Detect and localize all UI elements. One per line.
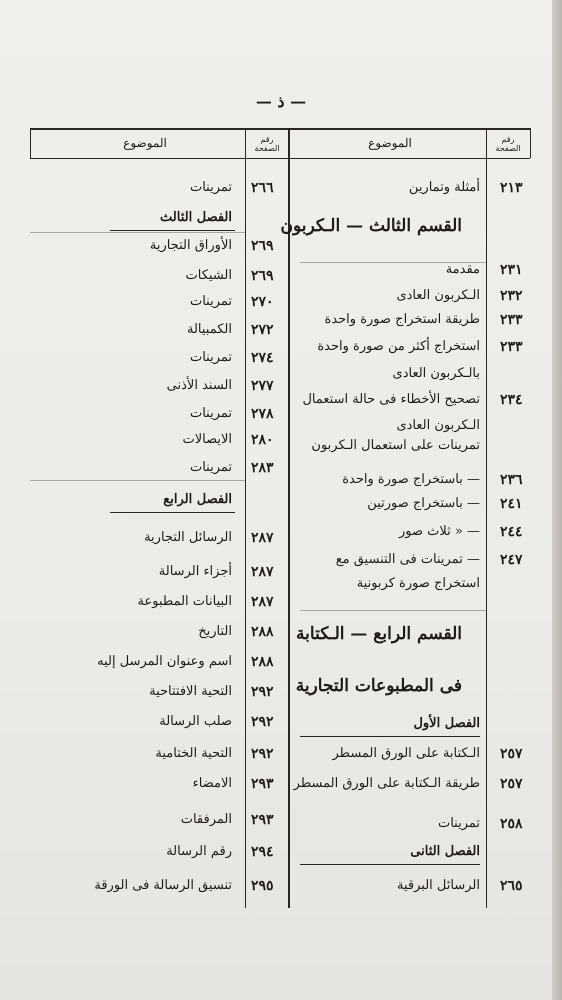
left-page-number: ٢٧٨ [251, 406, 274, 422]
left-entry-text: البيانات المطبوعة [137, 594, 232, 609]
left-page-number: ٢٨٧ [251, 594, 274, 610]
right-page-number: ٢٣٤ [500, 392, 523, 408]
right-page-number: ٢٦٥ [500, 878, 523, 894]
right-page-number: ٢٣٣ [500, 312, 523, 328]
header-topic-left: الموضوع [123, 136, 167, 150]
left-entry-text: أجزاء الرسالة [158, 564, 232, 579]
left-page-col-rule [245, 128, 246, 908]
left-page-number: ٢٨٨ [251, 624, 274, 640]
left-entry-text: تمرينات [189, 180, 232, 195]
section-separator-rule [30, 232, 245, 233]
right-entry-text: طريقة استخراج صورة واحدة [324, 312, 480, 327]
left-entry-text: تنسيق الرسالة فى الورقة [94, 878, 232, 893]
left-entry-text: الأوراق التجارية [149, 238, 232, 253]
right-chapter-heading: الفصل الأول [413, 716, 480, 731]
left-page-number: ٢٩٢ [251, 746, 274, 762]
right-section-heading: القسم الرابع — الـكتابة [296, 624, 462, 644]
left-entry-text: التاريخ [198, 624, 232, 639]
left-entry-text: الايصالات [182, 432, 232, 447]
right-chapter-underline [300, 736, 480, 737]
header-page-no-right: رقم الصفحة [495, 135, 521, 153]
left-page-number: ٢٩٢ [251, 714, 274, 730]
right-section-heading: القسم الثالث — الـكربون [280, 216, 462, 236]
right-page-col-rule [486, 128, 487, 908]
left-entry-text: تمرينات [189, 460, 232, 475]
left-entry-text: الامضاء [192, 776, 232, 791]
left-page-number: ٢٨٣ [251, 460, 274, 476]
left-chapter-underline [110, 230, 235, 231]
right-entry-text: تصحيح الأخطاء فى حالة استعمال [302, 392, 480, 407]
left-entry-text: صلب الرسالة [159, 714, 232, 729]
right-page-number: ٢٥٧ [500, 776, 523, 792]
left-entry-text: التحية الختامية [155, 746, 232, 761]
left-entry-text: الكمبيالة [186, 322, 232, 337]
left-entry-text: السند الأذنى [166, 378, 232, 393]
left-entry-text: رقم الرسالة [166, 844, 232, 859]
right-entry-text: — باستخراج صورة واحدة [342, 472, 480, 487]
header-topic-right: الموضوع [368, 136, 412, 150]
page-edge [552, 0, 562, 1000]
right-entry-text: استخراج أكثر من صورة واحدة [317, 339, 480, 354]
left-entry-text: التحية الافتتاحية [149, 684, 232, 699]
right-page-number: ٢٤٤ [500, 524, 523, 540]
left-entry-text: تمرينات [189, 406, 232, 421]
left-page-number: ٢٧٤ [251, 350, 274, 366]
right-entry-text: تمرينات [437, 816, 480, 831]
right-entry-text: الـكربون العادى [396, 288, 480, 303]
right-page-number: ٢٣٣ [500, 339, 523, 355]
right-entry-text: الرسائل البرقية [397, 878, 480, 893]
left-table-border [288, 128, 290, 908]
section-separator-rule [300, 610, 486, 611]
right-entry-text: — تمرينات فى التنسيق مع [335, 552, 480, 567]
right-entry-text: بالـكربون العادى [392, 366, 480, 381]
left-chapter-heading: الفصل الثالث [160, 210, 232, 225]
left-page-number: ٢٧٠ [251, 294, 274, 310]
left-chapter-heading: الفصل الرابع [163, 492, 232, 507]
right-page-number: ٢٥٧ [500, 746, 523, 762]
left-entry-text: الرسائل التجارية [144, 530, 232, 545]
left-entry-text: تمرينات [189, 350, 232, 365]
right-chapter-heading: الفصل الثانى [410, 844, 480, 859]
right-entry-text: استخراج صورة كربونية [356, 576, 480, 591]
left-page-number: ٢٨٧ [251, 530, 274, 546]
left-page-number: ٢٧٢ [251, 322, 274, 338]
right-entry-text: مقدمة [445, 262, 480, 277]
header-top-rule [30, 128, 530, 130]
right-page-number: ٢٤١ [500, 496, 523, 512]
left-page-number: ٢٦٦ [251, 180, 274, 196]
left-page-number: ٢٩٣ [251, 812, 274, 828]
left-page-number: ٢٩٤ [251, 844, 274, 860]
right-chapter-underline [300, 864, 480, 865]
header-bottom-rule [30, 158, 530, 159]
left-entry-text: تمرينات [189, 294, 232, 309]
right-entry-text: طريقة الـكتابة على الورق المسطر [293, 776, 480, 791]
left-entry-text: الشيكات [185, 268, 232, 283]
left-entry-text: اسم وعنوان المرسل إليه [97, 654, 232, 669]
right-entry-text: الـكربون العادى [396, 418, 480, 433]
right-page-number: ٢٣٦ [500, 472, 523, 488]
section-separator-rule [300, 262, 486, 263]
left-page-number: ٢٦٩ [251, 268, 274, 284]
left-page-number: ٢٨٧ [251, 564, 274, 580]
left-page-number: ٢٨٠ [251, 432, 274, 448]
right-page-number: ٢١٣ [500, 180, 523, 196]
outer-left-rule [30, 128, 31, 158]
right-page-number: ٢٣١ [500, 262, 523, 278]
right-entry-text: — باستخراج صورتين [367, 496, 480, 511]
right-page-number: ٢٥٨ [500, 816, 523, 832]
right-entry-text: الـكتابة على الورق المسطر [332, 746, 480, 761]
page-number: — ذ — [255, 92, 307, 111]
outer-right-rule [530, 128, 531, 158]
left-page-number: ٢٩٣ [251, 776, 274, 792]
left-page-number: ٢٨٨ [251, 654, 274, 670]
left-chapter-underline [110, 512, 235, 513]
header-page-no-left: رقم الصفحة [254, 135, 280, 153]
right-page-number: ٢٤٧ [500, 552, 523, 568]
left-page-number: ٢٩٢ [251, 684, 274, 700]
right-section-heading: فى المطبوعات التجارية [295, 676, 462, 696]
left-page-number: ٢٧٧ [251, 378, 274, 394]
section-separator-rule [30, 480, 245, 481]
right-entry-text: أمثلة وتمارين [408, 180, 480, 195]
left-page-number: ٢٩٥ [251, 878, 274, 894]
right-page-number: ٢٣٢ [500, 288, 523, 304]
right-entry-text: تمرينات على استعمال الـكربون [311, 438, 480, 453]
left-entry-text: المرفقات [180, 812, 232, 827]
left-page-number: ٢٦٩ [251, 238, 274, 254]
right-entry-text: — « ثلاث صور [399, 524, 480, 539]
